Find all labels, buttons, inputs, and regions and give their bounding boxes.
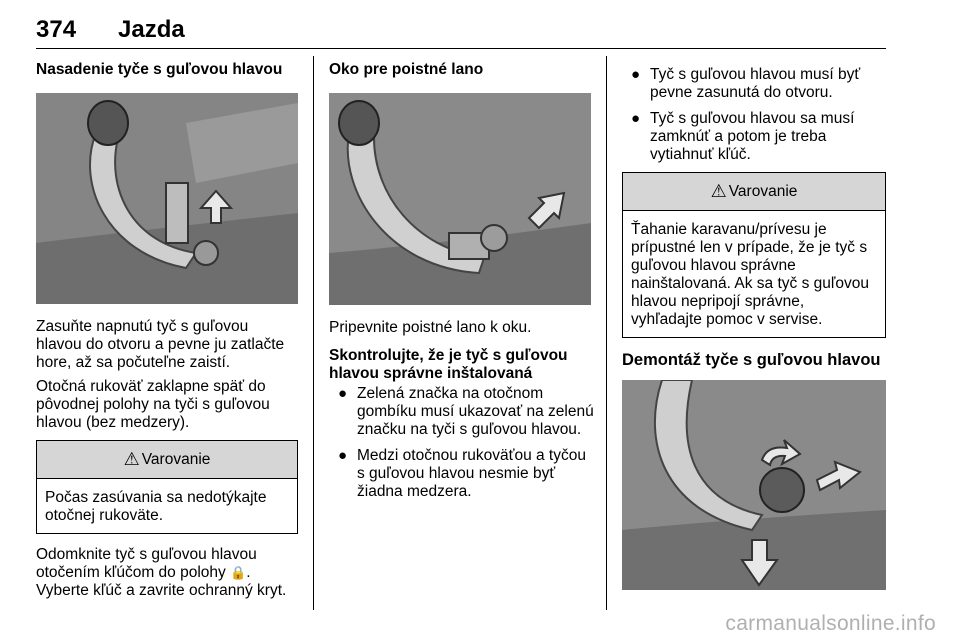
- paragraph-insert: Zasuňte napnutú tyč s guľovou hlavou do otvoru a pevne ju zatlačte hore, až sa počuteľne zaistí.: [36, 318, 285, 371]
- warning-title: Varovanie: [141, 450, 211, 468]
- warning-header: [623, 173, 885, 211]
- list-item: ● Medzi otočnou rukoväťou a tyčou s guľovou hlavou nesmie byť žiadna medzera.: [338, 447, 586, 500]
- paragraph-unlock: Odomknite tyč s guľovou hlavou otočením kľúčom do polohy 🔒. Vyberte kľúč a zavrite ochranný kryt.: [36, 546, 287, 599]
- warning-title: Varovanie: [728, 182, 798, 200]
- towbar-illustration: [36, 93, 298, 304]
- paragraph-attach-cable: Pripevnite poistné lano k oku.: [329, 319, 532, 336]
- warning-text: Ťahanie karavanu/prívesu je prípustné len v prípade, že je tyč s guľovou hlavou správne nainštalovaná. Ak sa tyč s guľovou hlavou nepripojí správne, vyhľadajte pomoc v servise.: [631, 221, 870, 328]
- bullet-dot-icon: ●: [631, 110, 641, 127]
- bullet-dot-icon: ●: [338, 447, 348, 464]
- paragraph-handle: Otočná rukoväť zaklapne späť do pôvodnej polohy na tyči s guľovou hlavou (bez medzery).: [36, 378, 270, 431]
- list-item: ● Zelená značka na otočnom gombíku musí ukazovať na zelenú značku na tyči s guľovou hlavou.: [338, 385, 594, 438]
- section-title-eye: Oko pre poistné lano: [329, 61, 484, 78]
- column-safety-eye: [329, 60, 595, 509]
- removal-illustration: [622, 380, 886, 590]
- warning-triangle-icon: ⚠: [123, 449, 140, 469]
- section-title-removal: Demontáž tyče s guľovou hlavou: [622, 351, 881, 369]
- column-mounting: [36, 60, 298, 606]
- page-number: 374: [36, 16, 77, 43]
- column-divider: [606, 56, 607, 610]
- unlock-text: Odomknite tyč s guľovou hlavou otočením kľúčom do polohy: [36, 546, 257, 581]
- warning-box: [622, 172, 886, 338]
- subtitle-check: Skontrolujte, že je tyč s guľovou hlavou správne inštalovaná: [329, 347, 568, 382]
- warning-triangle-icon: ⚠: [710, 181, 727, 201]
- figure-safety-eye: [329, 93, 591, 305]
- figure-removal: [622, 380, 886, 590]
- section-title-mounting: Nasadenie tyče s guľovou hlavou: [36, 61, 283, 78]
- bullet-list-continued: [622, 66, 886, 164]
- chapter-title: Jazda: [118, 16, 185, 43]
- bullet-dot-icon: ●: [631, 66, 641, 83]
- page-header: [36, 14, 886, 49]
- warning-text: Počas zasúvania sa nedotýkajte otočnej rukoväte.: [45, 489, 267, 524]
- warning-box: [36, 440, 298, 534]
- column-divider: [313, 56, 314, 610]
- bullet-dot-icon: ●: [338, 385, 348, 402]
- list-item: ● Tyč s guľovou hlavou sa musí zamknúť a potom je treba vytiahnuť kľúč.: [631, 110, 855, 163]
- lock-icon: 🔒: [230, 565, 247, 580]
- bullet-list-check: [329, 385, 595, 501]
- figure-ball-bar-insert: [36, 93, 298, 304]
- warning-header: [37, 441, 297, 479]
- column-removal: [622, 60, 886, 590]
- list-item: ● Tyč s guľovou hlavou musí byť pevne zasunutá do otvoru.: [631, 66, 861, 101]
- safety-eye-illustration: [329, 93, 591, 305]
- remove-key-text: Vyberte kľúč a zavrite ochranný kryt.: [36, 582, 287, 599]
- watermark: carmanualsonline.info: [725, 612, 936, 635]
